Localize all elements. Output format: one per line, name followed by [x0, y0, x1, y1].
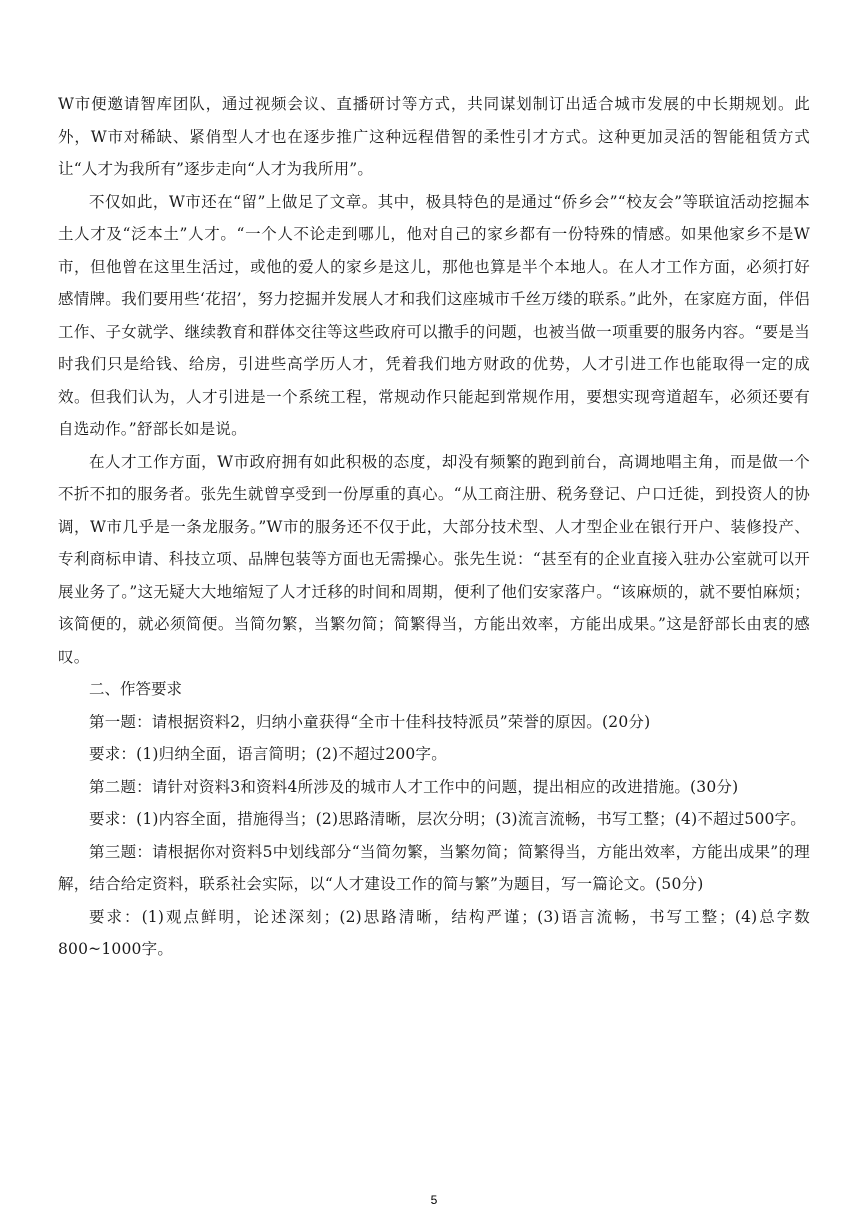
- body-paragraph-2: 不仅如此，W市还在“留”上做足了文章。其中，极具特色的是通过“侨乡会”“校友会”等联谊活动挖掘本土人才及“泛本土”人才。“一个人不论走到哪儿，他对自己的家乡都有一份特殊的情感。如果他家乡不是W市，但他曾在这里生活过，或他的爱人的家乡是这儿，那他也算是半个本地人。在人才工作方面，必须打好感情牌。我们要用些‘花招’，努力挖掘并发展人才和我们这座城市千丝万缕的联系。”此外，在家庭方面，伴侣工作、子女就学、继续教育和群体交往等这些政府可以撒手的问题，也被当做一项重要的服务内容。“要是当时我们只是给钱、给房，引进些高学历人才，凭着我们地方财政的优势，人才引进工作也能取得一定的成效。但我们认为，人才引进是一个系统工程，常规动作只能起到常规作用，要想实现弯道超车，必须还要有自选动作。”舒部长如是说。: [58, 192, 810, 438]
- body-paragraph-1: W市便邀请智库团队，通过视频会议、直播研讨等方式，共同谋划制订出适合城市发展的中长期规划。此外，W市对稀缺、紧俏型人才也在逐步推广这种远程借智的柔性引才方式。这种更加灵活的智能租赁方式让“人才为我所有”逐步走向“人才为我所用”。: [58, 95, 810, 178]
- question-3-prompt: 第三题：请根据你对资料5中划线部分“当简勿繁，当繁勿简；简繁得当，方能出效率，方能出成果”的理解，结合给定资料，联系社会实际，以“人才建设工作的简与繁”为题目，写一篇论文。(50分): [58, 842, 810, 893]
- page-number: 5: [430, 1193, 438, 1207]
- question-1-prompt: 第一题：请根据资料2，归纳小童获得“全市十佳科技特派员”荣誉的原因。(20分): [89, 712, 651, 731]
- question-3-requirement: 要求：(1)观点鲜明，论述深刻；(2)思路清晰，结构严谨；(3)语言流畅，书写工整；(4)总字数800~1000字。: [58, 907, 810, 958]
- question-2-prompt: 第二题：请针对资料3和资料4所涉及的城市人才工作中的问题，提出相应的改进措施。(30分): [89, 777, 739, 796]
- question-1-requirement: 要求：(1)归纳全面，语言简明；(2)不超过200字。: [89, 745, 447, 763]
- document-body: [58, 88, 810, 966]
- section-heading: 二、作答要求: [89, 680, 183, 698]
- body-paragraph-3: 在人才工作方面，W市政府拥有如此积极的态度，却没有频繁的跑到前台，高调地唱主角，而是做一个不折不扣的服务者。张先生就曾享受到一份厚重的真心。“从工商注册、税务登记、户口迁徙，到投资人的协调，W市几乎是一条龙服务。”W市的服务还不仅于此，大部分技术型、人才型企业在银行开户、装修投产、专利商标申请、科技立项、品牌包装等方面也无需操心。张先生说：“甚至有的企业直接入驻办公室就可以开展业务了。”这无疑大大地缩短了人才迁移的时间和周期，便利了他们安家落户。“该麻烦的，就不要怕麻烦；该简便的，就必须简便。当简勿繁，当繁勿简；简繁得当，方能出效率，方能出成果。”这是舒部长由衷的感叹。: [58, 452, 810, 666]
- question-2-requirement: 要求：(1)内容全面，措施得当；(2)思路清晰，层次分明；(3)流言流畅，书写工整；(4)不超过500字。: [89, 810, 807, 828]
